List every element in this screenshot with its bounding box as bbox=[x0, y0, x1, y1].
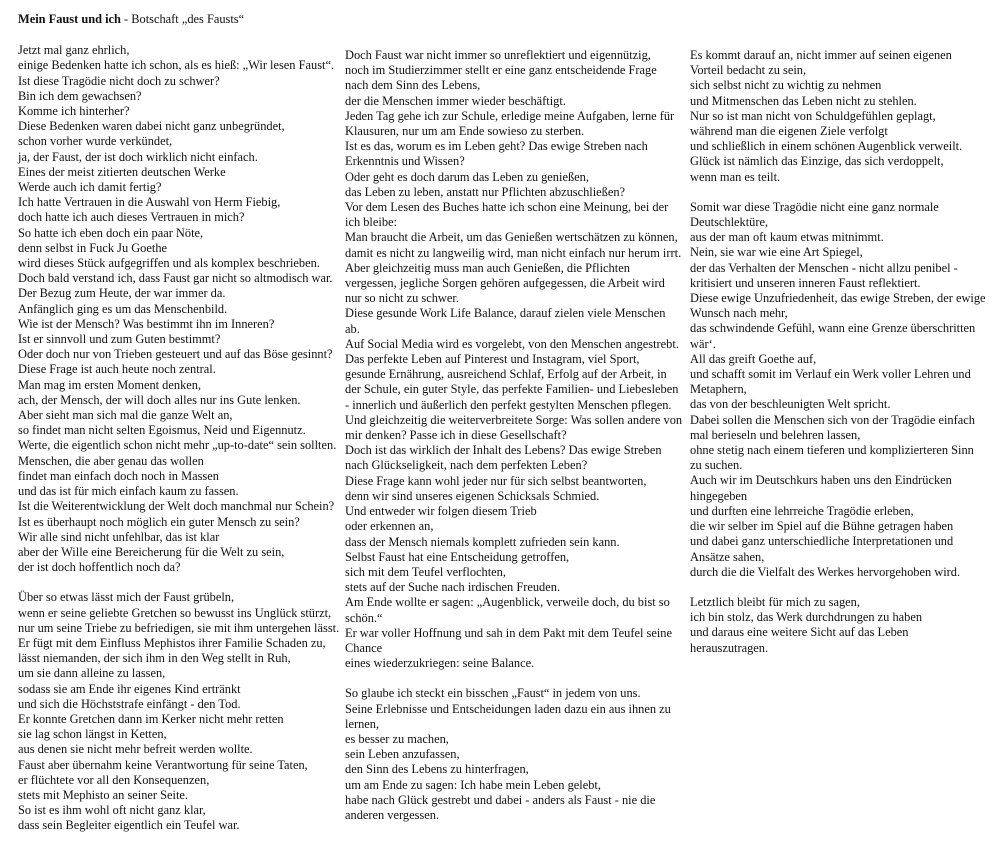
text-line: während man die eigenen Ziele verfolgt bbox=[690, 124, 888, 139]
text-line: Werde auch ich damit fertig? bbox=[18, 180, 162, 195]
text-line: dass der Mensch niemals komplett zufrieden sein kann. bbox=[345, 534, 620, 549]
text-column-3 bbox=[690, 48, 985, 671]
text-line: der die Menschen immer wieder beschäftigt. bbox=[345, 93, 566, 108]
text-line: Auf Social Media wird es vorgelebt, von den Menschen angestrebt. bbox=[345, 336, 679, 351]
text-line: All das greift Goethe auf, bbox=[690, 351, 817, 366]
text-line: schön.“ bbox=[345, 610, 383, 625]
text-line: gesunde Ernährung, ausreichend Schlaf, Erfolg auf der Arbeit, in bbox=[345, 367, 667, 382]
text-line: Doch ist das wirklich der Inhalt des Lebens? Das ewige Streben bbox=[345, 443, 662, 458]
text-line: sie lag schon längst in Ketten, bbox=[18, 727, 167, 742]
text-line: durch die die Vielfalt des Werkes hervorgehoben wird. bbox=[690, 564, 961, 579]
text-line: So glaube ich steckt ein bisschen „Faust“ in jedem von uns. bbox=[345, 686, 641, 701]
text-line: der ist doch hoffentlich noch da? bbox=[18, 560, 181, 575]
text-line: und das ist für mich einfach kaum zu fassen. bbox=[18, 484, 239, 499]
paragraph bbox=[18, 590, 338, 833]
text-line: Doch Faust war nicht immer so unreflektiert und eigennützig, bbox=[345, 48, 651, 62]
text-line: ich bleibe: bbox=[345, 215, 397, 230]
text-line: mir denken? Passe ich in diese Gesellschaft? bbox=[345, 428, 567, 443]
text-line: um am Ende zu sagen: Ich habe mein Leben gelebt, bbox=[345, 777, 601, 792]
text-line: Glück ist nämlich das Einzige, das sich verdoppelt, bbox=[690, 154, 944, 169]
text-line: wird dieses Stück aufgegriffen und als komplex beschrieben. bbox=[18, 256, 320, 271]
text-line: Wie ist der Mensch? Was bestimmt ihn im Inneren? bbox=[18, 316, 275, 331]
text-line: So ist es ihm wohl oft nicht ganz klar, bbox=[18, 803, 206, 818]
text-line: wenn er seine geliebte Gretchen so bewusst ins Unglück stürzt, bbox=[18, 605, 332, 620]
text-line: Oder geht es doch darum das Leben zu genießen, bbox=[345, 169, 589, 184]
text-line: Oder doch nur von Trieben gesteuert und auf das Böse gesinnt? bbox=[18, 347, 333, 362]
text-line: Jetzt mal ganz ehrlich, bbox=[18, 43, 130, 58]
text-line: Und entweder wir folgen diesem Trieb bbox=[345, 504, 537, 519]
text-line: Nur so ist man nicht von Schuldgefühlen geplagt, bbox=[690, 108, 936, 123]
text-line: denn wir sind unseres eigenen Schicksals Schmied. bbox=[345, 488, 600, 503]
text-line: Doch bald verstand ich, dass Faust gar nicht so altmodisch war. bbox=[18, 271, 333, 286]
text-line: Werte, die eigentlich schon nicht mehr „up-to-date“ sein sollten. bbox=[18, 438, 337, 453]
text-line: und durften eine lehrreiche Tragödie erleben, bbox=[690, 503, 914, 518]
text-line: Es kommt darauf an, nicht immer auf seinen eigenen bbox=[690, 48, 952, 62]
text-line: Menschen, die aber genau das wollen bbox=[18, 453, 204, 468]
text-line: Der Bezug zum Heute, der war immer da. bbox=[18, 286, 226, 301]
text-line: noch im Studierzimmer stellt er eine ganz entscheidende Frage bbox=[345, 63, 657, 78]
text-line: nur um seine Triebe zu befriedigen, sie mit ihm untergehen lässt. bbox=[18, 620, 340, 635]
text-line: findet man einfach doch noch in Massen bbox=[18, 468, 219, 483]
text-line: anderen vergessen. bbox=[345, 807, 440, 822]
text-line: Aber sieht man sich mal die ganze Welt an, bbox=[18, 408, 233, 423]
text-line: Diese Bedenken waren dabei nicht ganz unbegründet, bbox=[18, 119, 285, 134]
text-line: die wir selber im Spiel auf die Bühne getragen haben bbox=[690, 519, 954, 534]
text-line: Über so etwas lässt mich der Faust grübeln, bbox=[18, 590, 235, 605]
text-line: wenn man es teilt. bbox=[690, 169, 781, 184]
text-line: Seine Erlebnisse und Entscheidungen laden dazu ein aus ihnen zu bbox=[345, 701, 671, 716]
text-line: eines wiederzukriegen: seine Balance. bbox=[345, 656, 535, 671]
text-line: oder erkennen an, bbox=[345, 519, 434, 534]
text-line: ohne stetig nach einem tieferen und komplizierteren Sinn bbox=[690, 443, 974, 458]
text-line: nach dem Sinn des Lebens, bbox=[345, 78, 481, 93]
text-line: Metaphern, bbox=[690, 382, 747, 397]
text-line: Jeden Tag gehe ich zur Schule, erledige meine Aufgaben, lerne für bbox=[345, 108, 675, 123]
text-line: es besser zu machen, bbox=[345, 731, 449, 746]
text-line: wär‘. bbox=[690, 336, 716, 351]
text-line: Ansätze sahen, bbox=[690, 549, 765, 564]
text-line: der Schule, ein guter Style, das perfekte Familien- und Liebesleben bbox=[345, 382, 679, 397]
paragraph bbox=[690, 48, 985, 185]
text-line: Ist die Weiterentwicklung der Welt doch manchmal nur Schein? bbox=[18, 499, 335, 514]
text-line: sein Leben anzufassen, bbox=[345, 747, 460, 762]
text-line: Man braucht die Arbeit, um das Genießen wertschätzen zu können, bbox=[345, 230, 678, 245]
text-line: und schafft somit im Verlauf ein Werk voller Lehren und bbox=[690, 367, 971, 382]
text-line: Am Ende wollte er sagen: „Augenblick, verweile doch, du bist so bbox=[345, 595, 670, 610]
text-line: Anfänglich ging es um das Menschenbild. bbox=[18, 301, 228, 316]
text-line: Diese Frage kann wohl jeder nur für sich selbst beantworten, bbox=[345, 473, 647, 488]
text-line: und Mitmenschen das Leben nicht zu stehlen. bbox=[690, 93, 917, 108]
text-line: So hatte ich eben doch ein paar Nöte, bbox=[18, 225, 204, 240]
text-line: stets auf der Suche nach irdischen Freuden. bbox=[345, 580, 561, 595]
text-line: lässt niemanden, der sich ihm in den Weg stellt in Ruh, bbox=[18, 651, 291, 666]
text-line: - innerlich und äußerlich den perfekt gestylten Menschen pflegen. bbox=[345, 397, 672, 412]
text-line: nach Glückseligkeit, nach dem perfekten Leben? bbox=[345, 458, 588, 473]
text-line: Letztlich bleibt für mich zu sagen, bbox=[690, 594, 860, 609]
text-line: so findet man nicht selten Egoismus, Neid und Eigennutz. bbox=[18, 423, 306, 438]
text-line: Man mag im ersten Moment denken, bbox=[18, 377, 202, 392]
text-line: Ist er sinnvoll und zum Guten bestimmt? bbox=[18, 332, 221, 347]
text-line: Wunsch nach mehr, bbox=[690, 306, 788, 321]
text-line: Wir alle sind nicht unfehlbar, das ist klar bbox=[18, 529, 220, 544]
text-line: aus der man oft kaum etwas mitnimmt. bbox=[690, 230, 884, 245]
paragraph bbox=[18, 43, 338, 575]
text-line: der das Verhalten der Menschen - nicht allzu penibel - bbox=[690, 260, 958, 275]
text-line: Ist es überhaupt noch möglich ein guter Mensch zu sein? bbox=[18, 514, 300, 529]
text-line: Erkenntnis und Wissen? bbox=[345, 154, 465, 169]
text-line: Aber gleichzeitig muss man auch Genießen, die Pflichten bbox=[345, 260, 630, 275]
text-line: Bin ich dem gewachsen? bbox=[18, 88, 142, 103]
text-line: Das perfekte Leben auf Pinterest und Instagram, viel Sport, bbox=[345, 352, 640, 367]
text-line: Ist es das, worum es im Leben geht? Das ewige Streben nach bbox=[345, 139, 648, 154]
text-line: damit es nicht zu langweilig wird, man nicht einfach nur herum irrt. bbox=[345, 245, 682, 260]
title-bold: Mein Faust und ich bbox=[18, 12, 121, 26]
text-line: Somit war diese Tragödie nicht eine ganz normale bbox=[690, 199, 939, 214]
text-line: aus denen sie nicht mehr befreit werden wollte. bbox=[18, 742, 253, 757]
text-column-1 bbox=[18, 12, 338, 849]
text-line: Selbst Faust hat eine Entscheidung getroffen, bbox=[345, 549, 570, 564]
text-line: Vorteil bedacht zu sein, bbox=[690, 63, 807, 78]
text-line: das von der beschleunigten Welt spricht. bbox=[690, 397, 891, 412]
text-line: Faust aber übernahm keine Verantwortung für seine Taten, bbox=[18, 757, 308, 772]
text-line: ach, der Mensch, der will doch alles nur ins Gute lenken. bbox=[18, 392, 301, 407]
text-line: das schwindende Gefühl, wann eine Grenze überschritten bbox=[690, 321, 976, 336]
text-line: einige Bedenken hatte ich schon, als es hieß: „Wir lesen Faust“. bbox=[18, 58, 335, 73]
text-line: Dabei sollen die Menschen sich von der Tragödie einfach bbox=[690, 412, 975, 427]
text-column-2 bbox=[345, 48, 683, 838]
text-line: ich bin stolz, das Werk durchdrungen zu haben bbox=[690, 610, 923, 625]
text-line: mal berieseln und belehren lassen, bbox=[690, 427, 861, 442]
title-subtitle: - Botschaft „des Fausts“ bbox=[120, 12, 245, 26]
text-line: und daraus eine weitere Sicht auf das Leben bbox=[690, 625, 909, 640]
text-line: denn selbst in Fuck Ju Goethe bbox=[18, 240, 168, 255]
text-line: Diese ewige Unzufriedenheit, das ewige Streben, der ewige bbox=[690, 291, 986, 306]
paragraph bbox=[345, 48, 683, 671]
text-line: ja, der Faust, der ist doch wirklich nicht einfach. bbox=[18, 149, 258, 164]
text-line: Diese gesunde Work Life Balance, darauf zielen viele Menschen bbox=[345, 306, 666, 321]
text-line: Eines der meist zitierten deutschen Werke bbox=[18, 164, 226, 179]
text-line: Nein, sie war wie eine Art Spiegel, bbox=[690, 245, 863, 260]
text-line: sodass sie am Ende ihr eigenes Kind ertränkt bbox=[18, 681, 241, 696]
text-line: Ich hatte Vertrauen in die Auswahl von Herm Fiebig, bbox=[18, 195, 281, 210]
text-line: kritisiert und unseren inneren Faust reflektiert. bbox=[690, 275, 921, 290]
paragraph bbox=[690, 200, 985, 580]
text-line: und schließlich in einem schönen Augenblick verweilt. bbox=[690, 139, 963, 154]
text-line: dass sein Begleiter eigentlich ein Teufel war. bbox=[18, 818, 240, 833]
text-line: Ist diese Tragödie nicht doch zu schwer? bbox=[18, 73, 220, 88]
paragraph bbox=[345, 686, 680, 823]
text-line: Er konnte Gretchen dann im Kerker nicht mehr retten bbox=[18, 711, 284, 726]
text-line: er flüchtete vor all den Konsequenzen, bbox=[18, 772, 210, 787]
text-line: das Leben zu leben, anstatt nur Pflichten abzuschließen? bbox=[345, 184, 626, 199]
text-line: Und gleichzeitig die weiterverbreitete Sorge: Was sollen andere von bbox=[345, 412, 683, 427]
text-line: Diese Frage ist auch heute noch zentral. bbox=[18, 362, 216, 377]
text-line: sich mit dem Teufel verflochten, bbox=[345, 564, 506, 579]
text-line: lernen, bbox=[345, 716, 380, 731]
text-line: habe nach Glück gestrebt und dabei - anders als Faust - nie die bbox=[345, 792, 656, 807]
document-title bbox=[18, 12, 338, 27]
text-line: Vor dem Lesen des Buches hatte ich schon eine Meinung, bei der bbox=[345, 200, 669, 215]
text-line: Er war voller Hoffnung und sah in dem Pakt mit dem Teufel seine bbox=[345, 625, 672, 640]
text-line: vergessen, jegliche Sorgen gehören aufgegessen, die Arbeit wird bbox=[345, 276, 665, 291]
text-line: Er fügt mit dem Einfluss Mephistos ihrer Familie Schaden zu, bbox=[18, 635, 326, 650]
text-line: Klausuren, nur um am Ende sowieso zu sterben. bbox=[345, 124, 585, 139]
text-line: schon vorher wurde verkündet, bbox=[18, 134, 173, 149]
text-line: hingegeben bbox=[690, 488, 748, 503]
text-line: Komme ich hinterher? bbox=[18, 104, 130, 119]
text-line: Chance bbox=[345, 640, 383, 655]
text-line: um sie dann alleine zu lassen, bbox=[18, 666, 166, 681]
text-line: zu suchen. bbox=[690, 458, 743, 473]
text-line: Deutschlektüre, bbox=[690, 215, 769, 230]
text-line: herauszutragen. bbox=[690, 640, 769, 655]
text-line: doch hatte ich auch dieses Vertrauen in mich? bbox=[18, 210, 245, 225]
text-line: stets mit Mephisto an seiner Seite. bbox=[18, 787, 189, 802]
text-line: nur so nicht zu schwer. bbox=[345, 291, 459, 306]
paragraph bbox=[690, 595, 985, 656]
text-line: den Sinn des Lebens zu hinterfragen, bbox=[345, 762, 529, 777]
text-line: und dabei ganz unterschiedliche Interpretationen und bbox=[690, 534, 954, 549]
text-line: Auch wir im Deutschkurs haben uns den Eindrücken bbox=[690, 473, 952, 488]
text-line: sich selbst nicht zu wichtig zu nehmen bbox=[690, 78, 882, 93]
text-line: und sich die Höchststrafe einfängt - den Tod. bbox=[18, 696, 241, 711]
text-line: aber der Wille eine Bereicherung für die Welt zu sein, bbox=[18, 544, 285, 559]
text-line: ab. bbox=[345, 321, 360, 336]
